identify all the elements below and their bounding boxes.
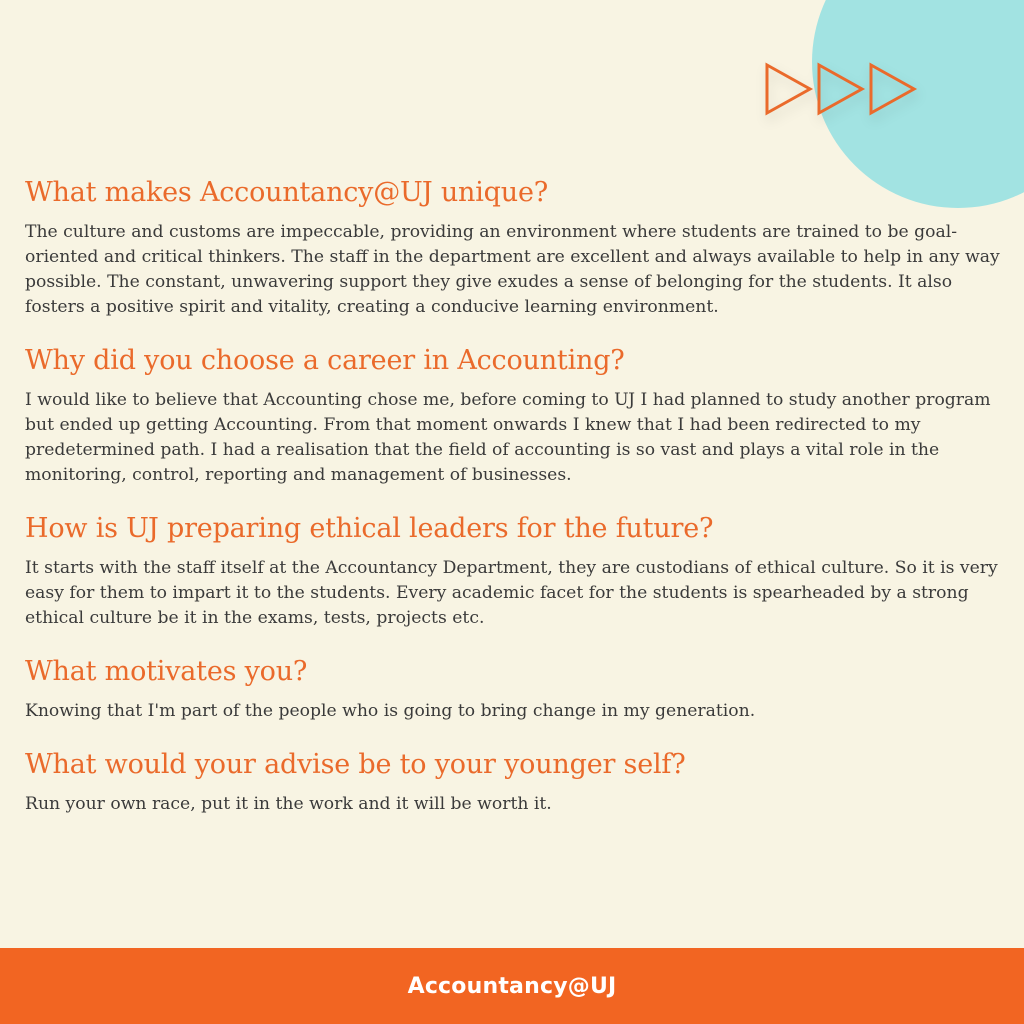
qa-section-unique: [25, 172, 1000, 320]
question-heading: How is UJ preparing ethical leaders for the future?: [25, 513, 714, 544]
play-arrow-outline-icon: [871, 65, 914, 113]
answer-text: Knowing that I'm part of the people who is going to bring change in my generation.: [25, 701, 756, 721]
qa-section-motivation: [25, 651, 1000, 724]
answer-text: I would like to believe that Accounting chose me, before coming to UJ I had planned to study another program but ended up getting Accounting. From that moment onwards I knew that I had been redirected to my predetermined path. I had a realisation that the field of accounting is so vast and plays a vital role in the monitoring, control, reporting and management of businesses.: [25, 390, 991, 485]
question-heading: What motivates you?: [25, 656, 308, 687]
play-arrow-outline-icon: [767, 65, 810, 113]
footer-label: Accountancy@UJ: [407, 973, 617, 999]
answer-text: Run your own race, put it in the work and it will be worth it.: [25, 794, 552, 814]
answer-text: It starts with the staff itself at the Accountancy Department, they are custodians of ethical culture. So it is very easy for them to impart it to the students. Every academic facet for the students is spearheaded by a strong ethical culture be it in the exams, tests, projects etc.: [25, 558, 998, 628]
question-heading: What would your advise be to your younger self?: [25, 749, 686, 780]
qa-section-advice: [25, 744, 1000, 817]
answer-text: The culture and customs are impeccable, providing an environment where students are trained to be goal-oriented and critical thinkers. The staff in the department are excellent and always available to help in any way possible. The constant, unwavering support they give exudes a sense of belonging for the students. It also fosters a positive spirit and vitality, creating a conducive learning environment.: [25, 222, 1000, 317]
question-heading: What makes Accountancy@UJ unique?: [25, 177, 549, 208]
question-heading: Why did you choose a career in Accounting?: [25, 345, 625, 376]
qa-section-ethical-leaders: [25, 508, 1000, 631]
play-arrow-outline-icon: [819, 65, 862, 113]
footer-bar: [0, 948, 1024, 1024]
qa-section-career: [25, 340, 1000, 488]
triple-arrow-decoration: [764, 60, 920, 120]
qa-content: [25, 172, 1000, 817]
